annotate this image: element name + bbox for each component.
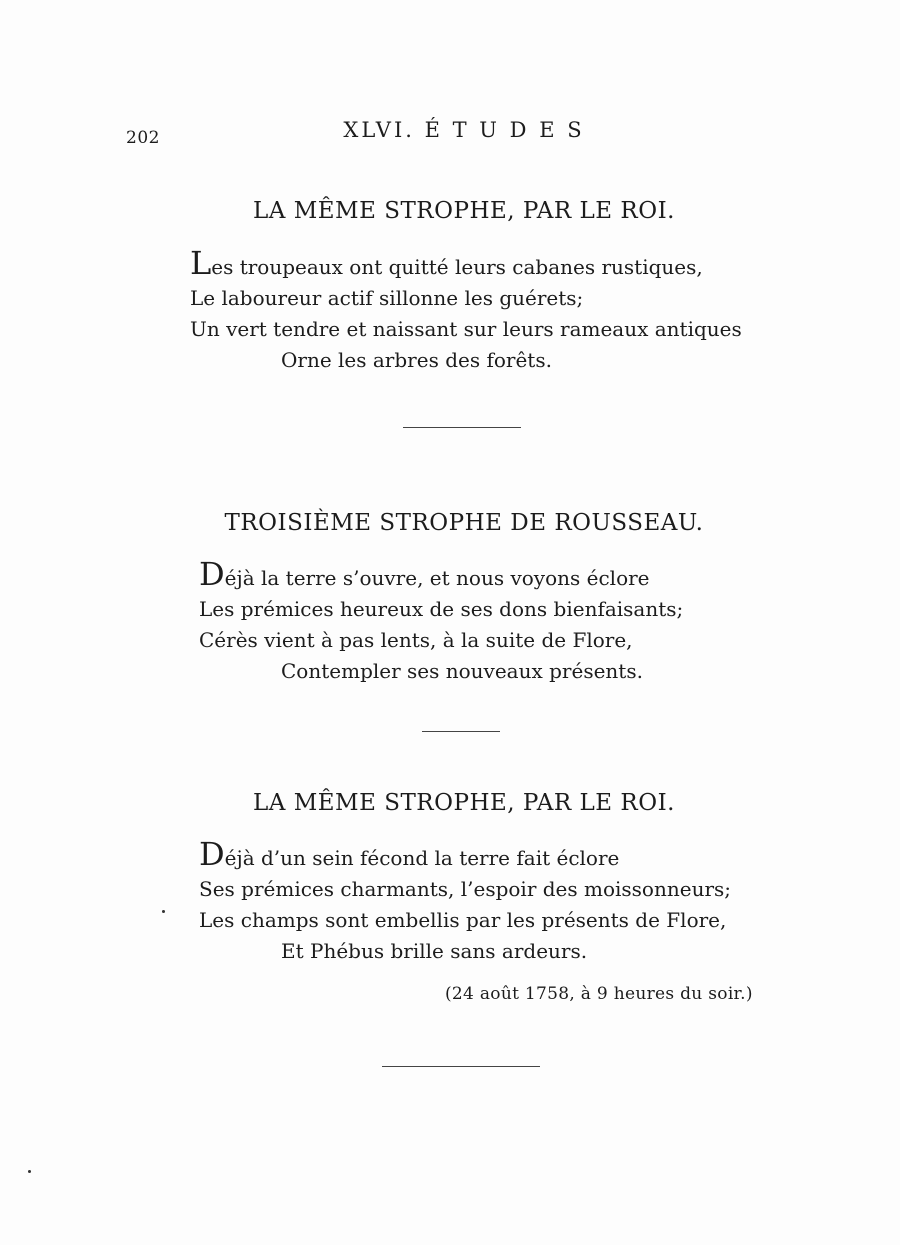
verse-line: Les prémices heureux de ses dons bienfaisants; bbox=[199, 597, 684, 621]
stanza bbox=[199, 555, 684, 687]
verse-line: Cérès vient à pas lents, à la suite de Flore, bbox=[199, 628, 633, 652]
verse-line: Contempler ses nouveaux présents. bbox=[281, 659, 643, 683]
divider-rule bbox=[422, 731, 500, 732]
drop-cap: D bbox=[199, 555, 225, 593]
stanza bbox=[190, 244, 742, 376]
dateline: (24 août 1758, à 9 heures du soir.) bbox=[445, 984, 753, 1004]
verse-text: éjà d’un sein fécond la terre fait éclore bbox=[224, 846, 620, 870]
verse-line: Le laboureur actif sillonne les guérets; bbox=[190, 286, 584, 310]
verse-line: Ses prémices charmants, l’espoir des moissonneurs; bbox=[199, 877, 732, 901]
stanza bbox=[199, 835, 732, 967]
verse-line bbox=[199, 555, 683, 594]
verse-line: Les champs sont embellis par les présents de Flore, bbox=[199, 908, 727, 932]
verse-text: éjà la terre s’ouvre, et nous voyons éclore bbox=[224, 566, 650, 590]
section-heading: LA MÊME STROPHE, PAR LE ROI. bbox=[253, 790, 675, 816]
verse-line: Orne les arbres des forêts. bbox=[281, 348, 552, 372]
running-head: XLVI. É T U D E S bbox=[343, 118, 585, 142]
verse-line: Et Phébus brille sans ardeurs. bbox=[281, 939, 588, 963]
paper-speck bbox=[28, 1170, 31, 1173]
divider-rule bbox=[382, 1066, 540, 1067]
section-heading: LA MÊME STROPHE, PAR LE ROI. bbox=[253, 198, 675, 224]
drop-cap: D bbox=[199, 835, 225, 873]
section-heading: TROISIÈME STROPHE DE ROUSSEAU. bbox=[224, 510, 704, 536]
paper-speck bbox=[162, 910, 165, 913]
verse-line bbox=[199, 835, 731, 874]
verse-text: es troupeaux ont quitté leurs cabanes rustiques, bbox=[211, 255, 703, 279]
verse-line bbox=[190, 244, 742, 283]
page-number: 202 bbox=[126, 128, 160, 148]
divider-rule bbox=[403, 427, 521, 428]
verse-line: Un vert tendre et naissant sur leurs rameaux antiques bbox=[190, 317, 742, 341]
drop-cap: L bbox=[190, 244, 212, 282]
